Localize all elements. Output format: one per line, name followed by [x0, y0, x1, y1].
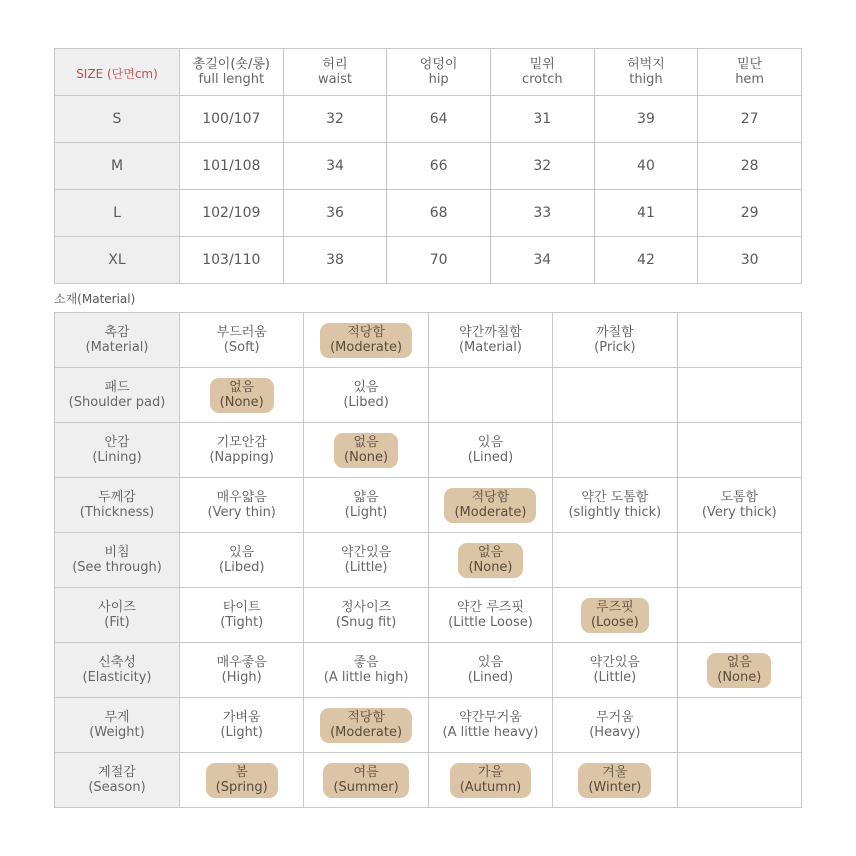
size-cell: 32 — [490, 143, 594, 190]
size-cell: 38 — [283, 237, 387, 284]
material-option-cell — [677, 478, 801, 533]
option-kor: 부드러움 — [216, 325, 267, 340]
size-title: SIZE (단면cm) — [76, 66, 158, 81]
material-row-label — [55, 588, 180, 643]
option-eng: (Autumn) — [459, 779, 522, 795]
material-row — [55, 368, 802, 423]
label-kor: 무게 — [104, 710, 130, 725]
option-eng: (slightly thick) — [568, 505, 662, 520]
option-eng: (Winter) — [588, 779, 642, 795]
material-caption: 소재(Material) — [54, 292, 136, 306]
material-row-label — [55, 643, 180, 698]
selected-option-badge — [578, 763, 651, 798]
material-option-cell — [428, 423, 552, 478]
option-kor: 까칠함 — [596, 325, 634, 340]
label-kor: 촉감 — [104, 325, 130, 340]
option-eng: (Libed) — [343, 395, 389, 410]
option-eng: (High) — [221, 670, 262, 685]
size-header-hem — [698, 49, 802, 96]
material-option-cell — [677, 423, 801, 478]
label-kor: 계절감 — [98, 765, 136, 780]
size-cell: 34 — [490, 237, 594, 284]
material-option-cell — [304, 588, 428, 643]
material-row-label — [55, 533, 180, 588]
option-kor: 없음 — [229, 379, 255, 395]
header-kor: 밑단 — [737, 57, 763, 72]
material-row — [55, 423, 802, 478]
material-row-label — [55, 368, 180, 423]
material-option-cell — [180, 368, 304, 423]
option-eng: (Moderate) — [454, 504, 527, 520]
option-kor: 매우얇음 — [216, 490, 267, 505]
size-cell: 102/109 — [180, 190, 284, 237]
material-option-cell — [428, 698, 552, 753]
option-kor: 있음 — [477, 655, 504, 670]
material-row — [55, 698, 802, 753]
option-eng: (A little high) — [323, 670, 409, 685]
material-option-cell — [677, 753, 801, 808]
size-row-xl — [55, 237, 802, 284]
option-text — [678, 490, 801, 520]
header-eng: thigh — [629, 72, 663, 87]
option-kor: 봄 — [235, 764, 248, 780]
option-kor: 얇음 — [353, 490, 379, 505]
material-table-body — [55, 313, 802, 808]
size-header-hip — [387, 49, 491, 96]
option-kor: 약간있음 — [340, 545, 392, 560]
option-text — [429, 435, 552, 465]
material-row-label — [55, 478, 180, 533]
size-cell: 27 — [698, 96, 802, 143]
option-text — [180, 325, 303, 355]
header-eng: crotch — [521, 72, 563, 87]
option-kor: 매우좋음 — [216, 655, 267, 670]
size-cell: 40 — [594, 143, 698, 190]
option-text — [180, 600, 303, 630]
label-kor: 패드 — [104, 380, 130, 395]
option-kor: 겨울 — [602, 764, 628, 780]
option-text — [429, 655, 552, 685]
material-option-cell — [553, 698, 677, 753]
size-cell: 64 — [387, 96, 491, 143]
material-option-cell — [428, 753, 552, 808]
option-kor: 약간있음 — [589, 655, 640, 670]
size-header-thigh — [594, 49, 698, 96]
material-option-cell — [553, 643, 677, 698]
material-row — [55, 588, 802, 643]
selected-option-badge — [444, 488, 536, 523]
material-option-cell — [677, 643, 801, 698]
option-text — [553, 325, 676, 355]
size-header-title — [55, 49, 180, 96]
option-eng: (Little Loose) — [448, 615, 533, 630]
option-kor: 타이트 — [222, 600, 261, 615]
size-header-row — [55, 49, 802, 96]
selected-option-badge — [334, 433, 398, 468]
option-eng: (Loose) — [590, 614, 639, 630]
material-option-cell — [428, 368, 552, 423]
option-eng: (Light) — [220, 725, 263, 740]
material-option-cell — [677, 313, 801, 368]
option-kor: 없음 — [353, 434, 379, 450]
material-option-cell — [304, 533, 428, 588]
option-kor: 가을 — [477, 764, 504, 780]
material-option-cell — [304, 478, 428, 533]
material-option-cell — [304, 643, 428, 698]
size-row-s — [55, 96, 802, 143]
option-text — [553, 710, 676, 740]
header-eng: full lenght — [198, 72, 265, 87]
option-eng: (Prick) — [594, 340, 636, 355]
option-text — [180, 710, 303, 740]
material-option-cell — [677, 368, 801, 423]
option-eng: (Summer) — [333, 779, 399, 795]
size-cell: 70 — [387, 237, 491, 284]
option-text — [304, 490, 427, 520]
option-kor: 정사이즈 — [340, 600, 392, 615]
option-eng: (Moderate) — [330, 724, 403, 740]
material-option-cell — [180, 643, 304, 698]
material-option-cell — [677, 588, 801, 643]
label-kor: 사이즈 — [98, 600, 136, 615]
size-cell: 30 — [698, 237, 802, 284]
material-row — [55, 753, 802, 808]
material-option-cell — [180, 753, 304, 808]
header-kor: 허벅지 — [627, 57, 665, 72]
header-eng: waist — [317, 72, 353, 87]
material-option-cell — [304, 753, 428, 808]
option-eng: (Lined) — [467, 670, 514, 685]
option-kor: 적당함 — [471, 489, 510, 505]
option-kor: 약간까칠함 — [459, 325, 522, 340]
material-row — [55, 643, 802, 698]
size-cell: 68 — [387, 190, 491, 237]
size-cell: 31 — [490, 96, 594, 143]
material-option-cell — [428, 533, 552, 588]
label-eng: (Lining) — [92, 450, 142, 465]
selected-option-badge — [320, 323, 412, 358]
selected-option-badge — [450, 763, 532, 798]
material-row — [55, 533, 802, 588]
option-kor: 있음 — [229, 545, 255, 560]
option-kor: 기모안감 — [216, 435, 267, 450]
label-eng: (See through) — [72, 560, 162, 575]
label-eng: (Weight) — [89, 725, 145, 740]
material-option-cell — [428, 588, 552, 643]
material-row-label — [55, 698, 180, 753]
material-option-cell — [180, 533, 304, 588]
option-text — [553, 490, 676, 520]
label-kor: 신축성 — [98, 655, 136, 670]
label-eng: (Elasticity) — [82, 670, 152, 685]
material-table — [54, 312, 802, 808]
option-eng: (Soft) — [223, 340, 260, 355]
option-eng: (None) — [468, 559, 513, 575]
material-option-cell — [428, 643, 552, 698]
material-row-label — [55, 313, 180, 368]
size-header-crotch — [490, 49, 594, 96]
selected-option-badge — [320, 708, 412, 743]
header-eng: hem — [735, 72, 765, 87]
material-option-cell — [180, 588, 304, 643]
label-eng: (Thickness) — [79, 505, 155, 520]
size-table — [54, 48, 802, 284]
selected-option-badge — [323, 763, 408, 798]
size-cell: 42 — [594, 237, 698, 284]
option-eng: (Libed) — [218, 560, 265, 575]
material-option-cell — [180, 698, 304, 753]
option-kor: 약간무거움 — [459, 710, 522, 725]
option-kor: 무거움 — [596, 710, 634, 725]
option-kor: 가벼움 — [222, 710, 261, 725]
size-cell: 29 — [698, 190, 802, 237]
selected-option-badge — [206, 763, 278, 798]
option-kor: 없음 — [726, 654, 752, 670]
material-option-cell — [304, 423, 428, 478]
material-option-cell — [304, 368, 428, 423]
option-kor: 좋음 — [353, 655, 379, 670]
option-text — [429, 600, 552, 630]
option-eng: (Light) — [344, 505, 388, 520]
label-kor: 안감 — [104, 435, 130, 450]
label-eng: (Fit) — [104, 615, 130, 630]
material-option-cell — [553, 478, 677, 533]
material-option-cell — [180, 478, 304, 533]
material-row — [55, 478, 802, 533]
option-eng: (Very thick) — [701, 505, 777, 520]
option-eng: (Napping) — [209, 450, 274, 465]
material-option-cell — [180, 423, 304, 478]
size-cell: 34 — [283, 143, 387, 190]
option-kor: 약간 루즈핏 — [457, 600, 524, 615]
material-option-cell — [428, 478, 552, 533]
option-text — [304, 545, 427, 575]
material-row — [55, 313, 802, 368]
label-eng: (Material) — [85, 340, 149, 355]
size-row-l — [55, 190, 802, 237]
size-label: M — [55, 143, 180, 190]
option-eng: (Little) — [344, 560, 388, 575]
size-cell: 103/110 — [180, 237, 284, 284]
material-row-label — [55, 423, 180, 478]
size-cell: 66 — [387, 143, 491, 190]
label-kor: 두께감 — [98, 490, 136, 505]
option-text — [180, 435, 303, 465]
size-label: L — [55, 190, 180, 237]
size-header-waist — [283, 49, 387, 96]
header-eng: hip — [428, 72, 449, 87]
option-kor: 적당함 — [347, 324, 385, 340]
header-kor: 엉덩이 — [419, 57, 458, 72]
option-kor: 있음 — [353, 380, 379, 395]
selected-option-badge — [458, 543, 522, 578]
label-eng: (Shoulder pad) — [68, 395, 166, 410]
size-cell: 36 — [283, 190, 387, 237]
material-option-cell — [553, 423, 677, 478]
option-eng: (A little heavy) — [442, 725, 539, 740]
option-eng: (Heavy) — [589, 725, 641, 740]
header-kor: 총길이(숏/롱) — [192, 57, 270, 72]
option-eng: (None) — [344, 449, 389, 465]
option-text — [180, 490, 303, 520]
option-kor: 도톰함 — [720, 490, 759, 505]
header-kor: 허리 — [322, 57, 348, 72]
material-option-cell — [553, 588, 677, 643]
option-eng: (Snug fit) — [335, 615, 397, 630]
header-kor: 밑위 — [529, 57, 555, 72]
material-option-cell — [428, 313, 552, 368]
option-text — [429, 325, 552, 355]
option-eng: (Material) — [458, 340, 522, 355]
material-option-cell — [677, 698, 801, 753]
option-eng: (Very thin) — [207, 505, 276, 520]
option-eng: (Tight) — [220, 615, 264, 630]
size-label: S — [55, 96, 180, 143]
size-cell: 28 — [698, 143, 802, 190]
option-text — [553, 655, 676, 685]
material-option-cell — [304, 313, 428, 368]
option-text — [304, 655, 427, 685]
size-cell: 39 — [594, 96, 698, 143]
material-option-cell — [677, 533, 801, 588]
option-kor: 여름 — [353, 764, 379, 780]
selected-option-badge — [707, 653, 771, 688]
option-eng: (Moderate) — [330, 339, 403, 355]
material-option-cell — [553, 753, 677, 808]
option-eng: (None) — [717, 669, 762, 685]
size-label: XL — [55, 237, 180, 284]
size-header-length — [180, 49, 284, 96]
option-kor: 있음 — [477, 435, 504, 450]
option-text — [180, 545, 303, 575]
selected-option-badge — [581, 598, 649, 633]
option-eng: (None) — [219, 394, 264, 410]
option-kor: 적당함 — [347, 709, 385, 725]
option-text — [304, 380, 427, 410]
size-row-m — [55, 143, 802, 190]
option-text — [180, 655, 303, 685]
material-option-cell — [553, 313, 677, 368]
label-eng: (Season) — [88, 780, 146, 795]
option-text — [304, 600, 427, 630]
option-eng: (Lined) — [467, 450, 514, 465]
material-option-cell — [553, 368, 677, 423]
option-kor: 약간 도톰함 — [581, 490, 649, 505]
size-cell: 101/108 — [180, 143, 284, 190]
material-option-cell — [304, 698, 428, 753]
material-row-label — [55, 753, 180, 808]
selected-option-badge — [210, 378, 274, 413]
label-kor: 비침 — [104, 545, 130, 560]
option-kor: 루즈핏 — [596, 599, 634, 615]
option-eng: (Little) — [593, 670, 637, 685]
material-option-cell — [553, 533, 677, 588]
material-option-cell — [180, 313, 304, 368]
size-cell: 32 — [283, 96, 387, 143]
size-cell: 100/107 — [180, 96, 284, 143]
option-text — [429, 710, 552, 740]
size-cell: 41 — [594, 190, 698, 237]
option-eng: (Spring) — [215, 779, 268, 795]
option-kor: 없음 — [477, 544, 504, 560]
size-cell: 33 — [490, 190, 594, 237]
